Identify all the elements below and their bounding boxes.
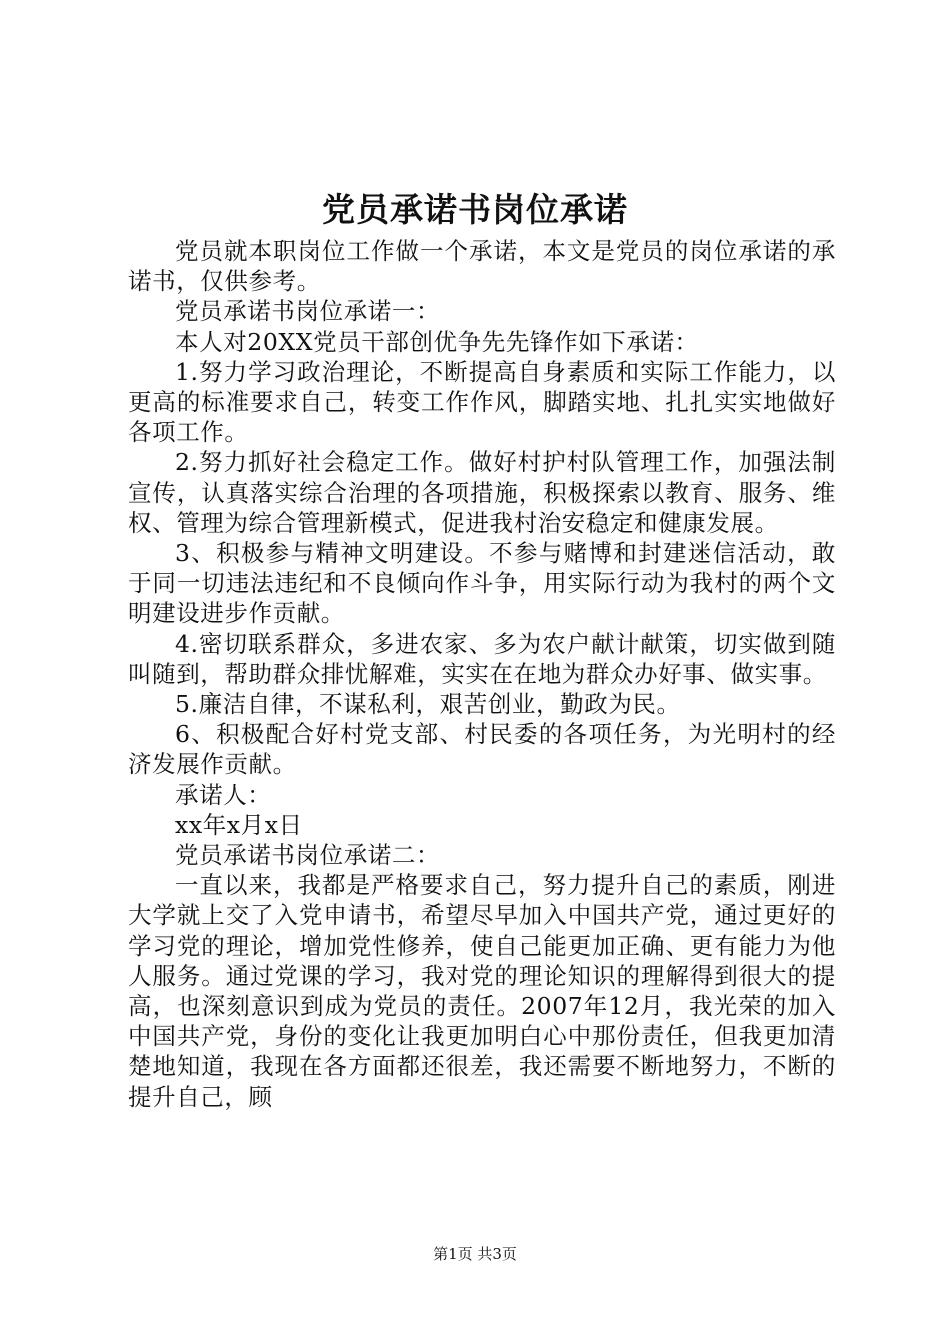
document-title: 党员承诺书岗位承诺 [322,190,628,229]
page-footer: 第1页 共3页 [433,1245,517,1263]
paragraph-date: xx年x月x日 [175,810,303,839]
paragraph-heading-one: 党员承诺书岗位承诺一： [175,297,441,326]
document-body [128,236,836,1112]
paragraph-item-6: 6、积极配合好村党支部、村民委的各项任务，为光明村的经济发展作贡献。 [128,720,836,779]
paragraph-item-5: 5.廉洁自律，不谋私利，艰苦创业，勤政为民。 [175,690,681,719]
paragraph-item-4: 4.密切联系群众，多进农家、多为农户献计献策，切实做到随叫随到，帮助群众排忧解难，实实在在地为群众办好事、做实事。 [128,629,836,688]
paragraph-item-3: 3、积极参与精神文明建设。不参与赌博和封建迷信活动，敢于同一切违法违纪和不良倾向作斗争，用实际行动为我村的两个文明建设进步作贡献。 [128,539,836,628]
paragraph-item-1: 1.努力学习政治理论，不断提高自身素质和实际工作能力，以更高的标准要求自己，转变工作作风，脚踏实地、扎扎实实地做好各项工作。 [128,357,836,447]
paragraph-pledge-two-body: 一直以来，我都是严格要求自己，努力提升自己的素质，刚进大学就上交了入党申请书，希望尽早加入中国共产党，通过更好的学习党的理论，增加党性修养，使自己能更加正确、更有能力为他人服务。通过党课的学习，我对党的理论知识的理解得到很大的提高，也深刻意识到成为党员的责任。2007年12月，我光荣的加入中国共产党，身份的变化让我更加明白心中那份责任，但我更加清楚地知道，我现在各方面都还很差，我还需要不断地努力，不断的提升自己，顾 [128,871,836,1111]
paragraph-heading-two: 党员承诺书岗位承诺二： [175,841,441,870]
paragraph-intro: 党员就本职岗位工作做一个承诺，本文是党员的岗位承诺的承诺书，仅供参考。 [128,237,836,296]
paragraph-item-2: 2.努力抓好社会稳定工作。做好村护村队管理工作，加强法制宣传，认真落实综合治理的各项措施，积极探索以教育、服务、维权、管理为综合管理新模式，促进我村治安稳定和健康发展。 [128,448,836,537]
paragraph-pledge-lead: 本人对20XX党员干部创优争先先锋作如下承诺： [175,327,699,356]
paragraph-signer: 承诺人： [175,780,272,809]
